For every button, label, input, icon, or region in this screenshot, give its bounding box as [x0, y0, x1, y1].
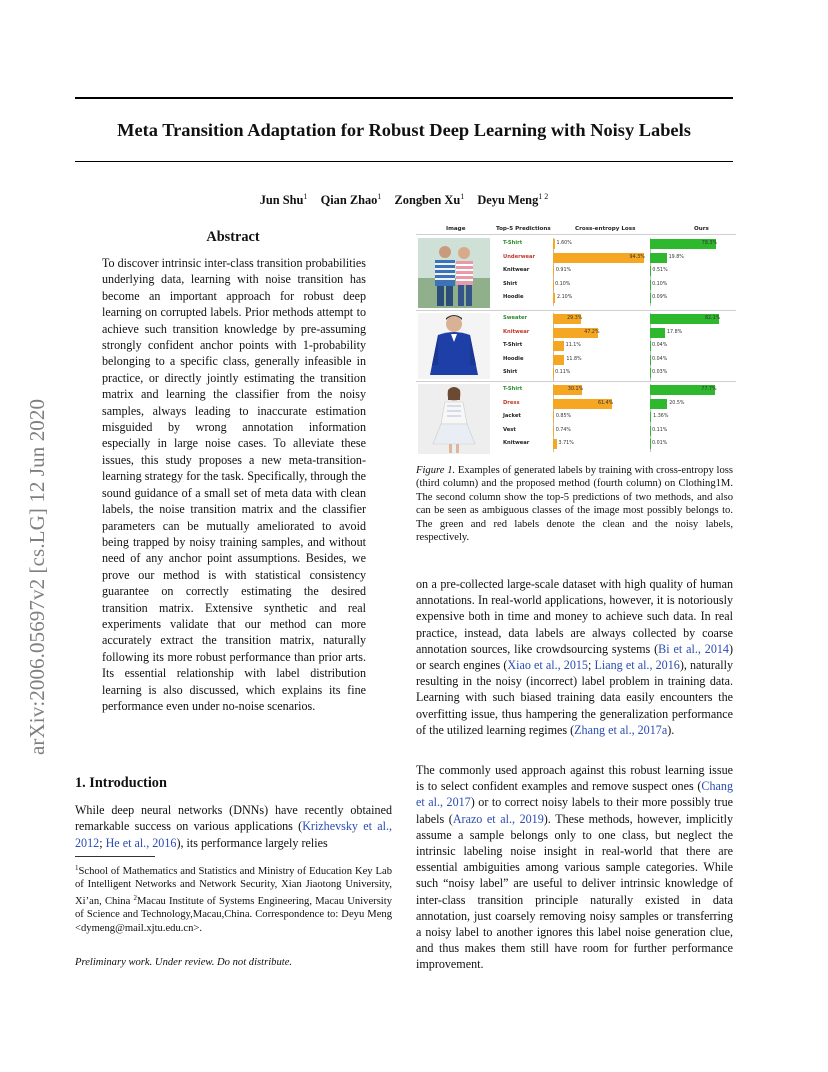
- ce-bar: [553, 439, 557, 449]
- ours-bar: [650, 293, 651, 303]
- ce-bar-value: 0.11%: [555, 370, 571, 376]
- clothing-photo-dress: [418, 384, 490, 454]
- intro-paragraph: While deep neural networks (DNNs) have recently obtained remarkable success on various applications (Krizhevsky et al., 2012; He et al., 2016), its performance largely relies: [75, 803, 392, 850]
- ce-bar-value: 0.74%: [555, 427, 571, 433]
- author-name: Qian Zhao: [320, 193, 378, 207]
- prediction-label: Vest: [503, 426, 516, 433]
- body-paragraph: The commonly used approach against this robust learning issue is to select confident examples and remove suspect ones (Chang et al., 2017) or to correct noisy labels to their more possibly true labels (Arazo et al., 2019). These methods, however, implicitly assume a sample belongs only to one class, but neglect the intrinsic labeling noise insight in real-world that there are essential ambiguities among various sample categories. While such “noisy label” are useful to deliver intrinsic knowledge of inter-class transition principle naturally existed in data annotation, just coarsely removing noisy samples or transferring a noisy label to another ignores this label noise generation clue, and thus makes them still have room for further performance improvement.: [416, 763, 733, 972]
- body-paragraph: on a pre-collected large-scale dataset with high quality of human annotations. In real-world applications, however, it is notoriously expensive both in time and money to achieve such data. In real practice, instead, data labels are always collected by coarse annotation sources, like crowdsourcing systems (Bi et al., 2014) or search engines (Xiao et al., 2015; Liang et al., 2016), naturally resulting in the noisy (incorrect) label problem in training data. Learning with such biased training data easily encounters the overfitting issue, thus hampering the generalization performance of the utilized learning regimes (Zhang et al., 2017a).: [416, 577, 734, 737]
- ours-bar-value: 0.04%: [652, 356, 668, 362]
- clothing-photo-sweater: [418, 313, 490, 379]
- ce-bar-value: 0.10%: [555, 281, 571, 287]
- ours-bar: [650, 412, 651, 422]
- author-affiliation: 1: [377, 192, 382, 201]
- ce-bar-value: 47.2%: [584, 329, 600, 335]
- ours-bar: [650, 355, 651, 365]
- affiliation-footnote: $^1$School of Mathematics and Statistics and Ministry of Education Key Lab of Intelligent Networks and Network Security, Xian Jiaotong University, Xi’an, China $^2$Macau Institute of Systems Engineering, Macau University of Science and Technology,Macau,China. Correspondence to: Deyu Meng <dymeng@mail.xjtu.edu.cn>.: [75, 864, 392, 934]
- citation-link[interactable]: He et al., 2016: [105, 835, 177, 850]
- ce-bar-value: 29.3%: [567, 316, 583, 321]
- prediction-label: T-Shirt: [503, 342, 523, 349]
- prediction-label: Jacket: [503, 413, 521, 420]
- ours-bar: [650, 280, 651, 290]
- arxiv-stamp: arXiv:2006.05697v2 [cs.LG] 12 Jun 2020: [25, 398, 49, 755]
- author-name: Zongben Xu: [394, 193, 461, 207]
- clothing-photo-couple: [418, 238, 490, 308]
- ce-bar-value: 61.4%: [597, 400, 614, 406]
- ours-bar-value: 17.8%: [666, 329, 683, 335]
- prediction-label: T-Shirt: [503, 386, 523, 392]
- ce-bar-value: 11.1%: [565, 343, 581, 349]
- ours-bar-value: 78.3%: [701, 241, 718, 246]
- ce-bar: [553, 368, 554, 378]
- fig-header-ce: Cross-entropy Loss: [575, 226, 636, 232]
- abstract-text: To discover intrinsic inter-class transition probabilities underlying data, learning with noise transition has become an important approach for robust deep learning on corrupted labels. Prior methods attempt to achieve such transition knowledge by pre-assuming strongly confident anchor points with 1-probability belonging to a specific class, generally infeasible in practice, or directly jointly estimating the transition matrix and learning the classifier from the noisy samples, always leading to inaccurate estimation misguided by wrong annotation information especially in large noise cases. To alleviate these issues, this study proposes a new meta-transition-learning strategy for the task. Specifically, through the sound guidance of a small set of meta data with clean labels, the noise transition matrix and the classifier parameters can be mutually ameliorated to avoid being trapped by noisy training samples, and without need of any anchor point assumptions. Besides, we prove our method is with statistical consistency guarantee on correctly estimating the desired transition matrix. Extensive synthetic and real experiments validate that our method can more accurately extract the transition matrix, naturally following its more robust performance than prior arts. Its essential relationship with label distribution learning is also discussed, which explains its fine performance even under no-noise scenarios.: [102, 256, 366, 713]
- citation-link[interactable]: Zhang et al., 2017a: [574, 722, 668, 737]
- ours-bar: [650, 439, 651, 449]
- ours-bar-value: 77.7%: [701, 387, 717, 392]
- ours-bar-value: 0.09%: [652, 295, 668, 301]
- prediction-label: Sweater: [503, 315, 528, 321]
- ours-bar-value: 19.8%: [668, 254, 684, 260]
- ours-bar-value: 0.51%: [652, 268, 668, 274]
- prediction-label: Hoodie: [503, 355, 524, 362]
- author-affiliation: 1: [460, 192, 465, 201]
- ours-bar-value: 0.01%: [652, 441, 668, 447]
- author-affiliation: 1 2: [538, 192, 549, 201]
- ours-bar: [650, 253, 667, 263]
- citation-link[interactable]: Krizhevsky et al., 2012: [75, 819, 392, 850]
- prediction-label: Shirt: [503, 369, 518, 376]
- prediction-label: Knitwear: [503, 328, 530, 335]
- ce-bar: [553, 412, 554, 422]
- ours-bar-value: 0.11%: [652, 427, 668, 433]
- author-list: [75, 192, 733, 208]
- ce-bar-value: 11.8%: [566, 356, 582, 362]
- ours-bar-value: 1.36%: [653, 414, 669, 420]
- ours-bar-value: 20.5%: [669, 400, 685, 406]
- ours-bar: [650, 426, 651, 436]
- ours-bar: [650, 341, 651, 351]
- prediction-label: Knitwear: [503, 440, 530, 447]
- ce-bar-value: 1.60%: [556, 241, 572, 246]
- preliminary-notice: Preliminary work. Under review. Do not distribute.: [75, 957, 293, 968]
- fig-header-ours: Ours: [694, 226, 709, 232]
- ce-bar: [553, 266, 554, 276]
- prediction-label: Dress: [503, 399, 520, 406]
- citation-link[interactable]: Liang et al., 2016: [594, 658, 680, 673]
- ours-bar-value: 0.03%: [652, 370, 668, 376]
- ours-bar: [650, 328, 665, 338]
- figure-1: [416, 226, 736, 456]
- ours-bar-value: 82.1%: [704, 316, 721, 321]
- prediction-label: Hoodie: [503, 294, 524, 301]
- prediction-label: Underwear: [503, 253, 536, 260]
- ce-bar: [553, 280, 554, 290]
- ce-bar: [553, 293, 555, 303]
- section-heading: 1. Introduction: [75, 775, 167, 791]
- fig-header-rule: [416, 234, 736, 235]
- ce-bar-value: 0.91%: [555, 268, 572, 274]
- fig-header-image: Image: [446, 226, 466, 232]
- ours-bar-value: 0.10%: [652, 281, 668, 287]
- citation-link[interactable]: Bi et al., 2014: [658, 641, 729, 656]
- fig-header-predictions: Top-5 Predictions: [496, 226, 551, 232]
- ours-bar: [650, 266, 651, 276]
- fig-group-rule: [416, 310, 736, 311]
- abstract-heading: Abstract: [206, 229, 260, 245]
- footnote-rule: [75, 856, 155, 857]
- prediction-label: Knitwear: [503, 267, 530, 274]
- paper-title: Meta Transition Adaptation for Robust Deep Learning with Noisy Labels: [117, 120, 691, 140]
- citation-link[interactable]: Chang et al., 2017: [416, 779, 733, 810]
- author-name: Deyu Meng: [477, 193, 539, 207]
- ce-bar: [553, 426, 554, 436]
- ce-bar-value: 3.71%: [558, 441, 574, 447]
- ours-bar-value: 0.04%: [652, 343, 668, 349]
- citation-link[interactable]: Arazo et al., 2019: [452, 811, 544, 826]
- prediction-label: T-Shirt: [503, 240, 523, 246]
- title-bottom-rule: [75, 161, 733, 162]
- title-top-rule: [75, 97, 733, 99]
- figure-caption: Figure 1. Examples of generated labels by training with cross-entropy loss (third column) and the proposed method (fourth column) on Clothing1M. The second column show the top-5 predictions of two methods, and also can be seen as ambiguous classes of the image most possibly belongs to. The green and red labels denote the clean and the noisy labels, respectively.: [416, 465, 733, 544]
- ce-bar: [553, 355, 564, 365]
- ce-bar-value: 2.10%: [557, 295, 573, 301]
- fig-group-rule: [416, 381, 736, 382]
- ce-bar: [553, 341, 564, 351]
- ours-bar: [650, 399, 667, 409]
- ce-bar-value: 0.85%: [555, 414, 572, 420]
- ce-bar-value: 30.1%: [567, 387, 584, 392]
- ce-bar: [553, 239, 555, 249]
- ours-bar: [650, 368, 651, 378]
- ce-bar-value: 94.3%: [629, 254, 645, 260]
- author-name: Jun Shu: [259, 193, 304, 207]
- author-affiliation: 1: [303, 192, 308, 201]
- citation-link[interactable]: Xiao et al., 2015: [507, 658, 588, 673]
- prediction-label: Shirt: [503, 280, 518, 287]
